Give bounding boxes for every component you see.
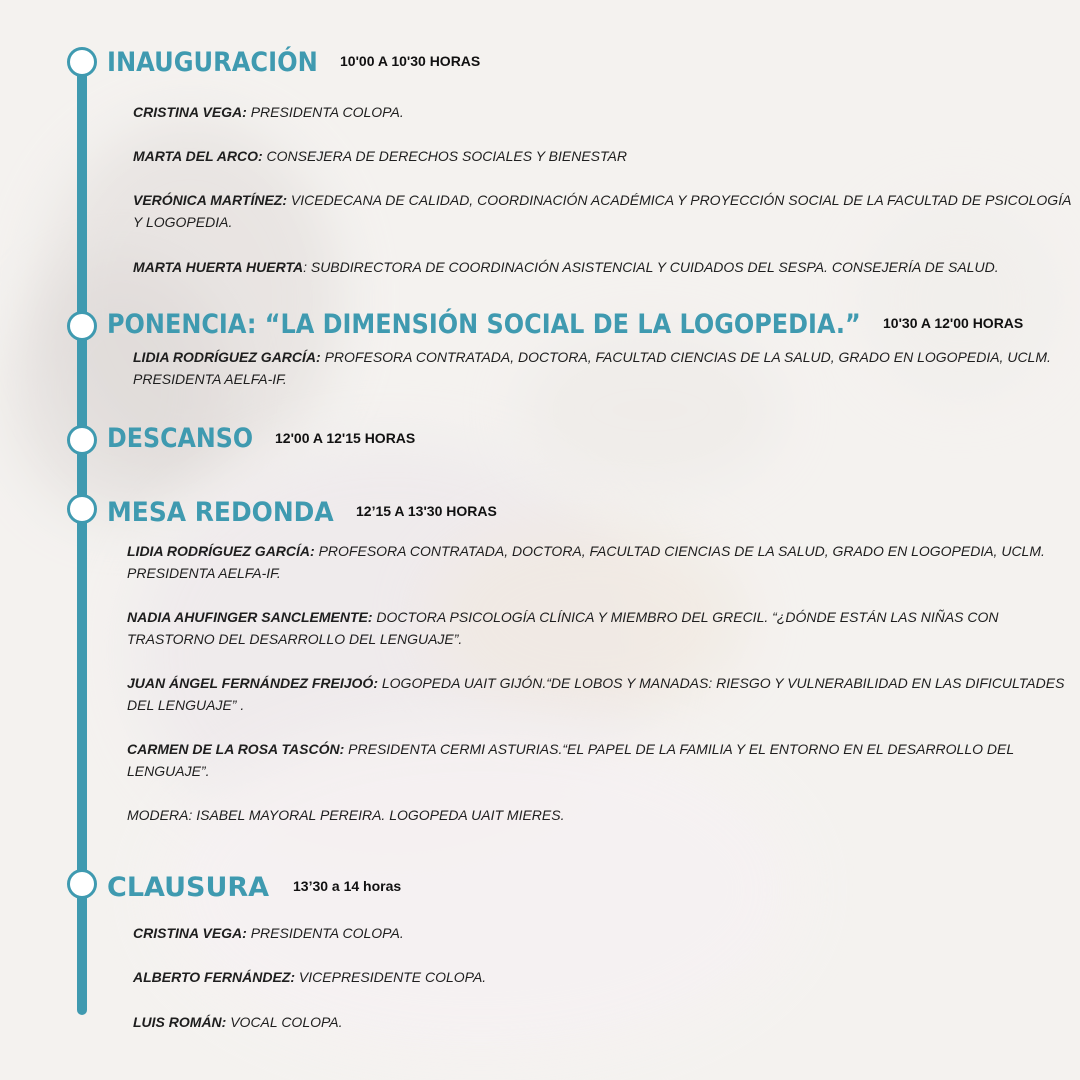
- section-title-descanso: DESCANSO: [107, 423, 254, 454]
- speaker-role: LOGOPEDA UAIT GIJÓN.“DE LOBOS Y MANADAS: RIESGO Y VULNERABILIDAD EN LAS DIFICULTADES DEL LENGUAJE” .: [127, 675, 1065, 713]
- list-item: [133, 922, 1073, 944]
- moderator-line: [127, 804, 1072, 826]
- moderator-text: MODERA: ISABEL MAYORAL PEREIRA. LOGOPEDA UAIT MIERES.: [127, 807, 565, 823]
- speaker-name: JUAN ÁNGEL FERNÁNDEZ FREIJOÓ:: [127, 675, 378, 691]
- timeline-node: [67, 311, 97, 341]
- section-time-descanso: 12'00 A 12'15 HORAS: [275, 430, 416, 446]
- section-time-ponencia: 10'30 A 12'00 HORAS: [883, 315, 1024, 331]
- speaker-role: DOCTORA PSICOLOGÍA CLÍNICA Y MIEMBRO DEL GRECIL. “¿DÓNDE ESTÁN LAS NIÑAS CON TRASTORNO DEL DESARROLLO DEL LENGUAJE”.: [127, 609, 999, 647]
- speaker-name: CRISTINA VEGA:: [133, 104, 247, 120]
- speaker-name: VERÓNICA MARTÍNEZ:: [133, 192, 287, 208]
- speaker-role: VICEPRESIDENTE COLOPA.: [295, 969, 487, 985]
- list-item: [127, 606, 1072, 650]
- speaker-name: LIDIA RODRÍGUEZ GARCÍA:: [133, 349, 321, 365]
- speaker-name: NADIA AHUFINGER SANCLEMENTE:: [127, 609, 373, 625]
- speaker-role: PROFESORA CONTRATADA, DOCTORA, FACULTAD CIENCIAS DE LA SALUD, GRADO EN LOGOPEDIA, UCLM. PRESIDENTA AELFA-IF.: [133, 349, 1051, 387]
- speaker-name: ALBERTO FERNÁNDEZ:: [133, 969, 296, 985]
- speaker-role: PRESIDENTA CERMI ASTURIAS.“EL PAPEL DE LA FAMILIA Y EL ENTORNO EN EL DESARROLLO DEL LENGUAJE”.: [127, 741, 1014, 779]
- list-item: [133, 1011, 1073, 1033]
- section-title-ponencia: PONENCIA: “LA DIMENSIÓN SOCIAL DE LA LOGOPEDIA.”: [107, 309, 861, 340]
- timeline-node: [67, 47, 97, 77]
- list-item: [127, 738, 1072, 782]
- section-time-clausura: 13’30 a 14 horas: [293, 878, 402, 894]
- list-item: [127, 540, 1072, 584]
- list-item: [133, 346, 1073, 390]
- section-time-mesa-redonda: 12’15 A 13'30 HORAS: [356, 503, 497, 519]
- speaker-name: LUIS ROMÁN:: [133, 1014, 227, 1030]
- section-title-mesa-redonda: MESA REDONDA: [107, 497, 334, 528]
- section-title-clausura: CLAUSURA: [107, 872, 270, 903]
- speaker-role: VOCAL COLOPA.: [226, 1014, 343, 1030]
- speaker-role: CONSEJERA DE DERECHOS SOCIALES Y BIENESTAR: [262, 148, 627, 164]
- timeline-node: [67, 869, 97, 899]
- list-item: [133, 101, 1073, 123]
- list-item: [133, 145, 1073, 167]
- list-item: [133, 256, 1073, 278]
- speaker-role: PRESIDENTA COLOPA.: [246, 925, 404, 941]
- section-time-inauguracion: 10'00 A 10'30 HORAS: [340, 53, 481, 69]
- speaker-name: LIDIA RODRÍGUEZ GARCÍA:: [127, 543, 315, 559]
- list-item: [133, 189, 1078, 233]
- timeline-node: [67, 425, 97, 455]
- speaker-name: MARTA HUERTA HUERTA: [133, 259, 304, 275]
- list-item: [127, 672, 1072, 716]
- timeline-node: [67, 494, 97, 524]
- speaker-role: VICEDECANA DE CALIDAD, COORDINACIÓN ACADÉMICA Y PROYECCIÓN SOCIAL DE LA FACULTAD DE PSICOLOGÍA Y LOGOPEDIA.: [133, 192, 1071, 230]
- section-title-inauguracion: INAUGURACIÓN: [107, 47, 318, 78]
- speaker-name: MARTA DEL ARCO:: [133, 148, 263, 164]
- speaker-role: PROFESORA CONTRATADA, DOCTORA, FACULTAD CIENCIAS DE LA SALUD, GRADO EN LOGOPEDIA, UCLM. PRESIDENTA AELFA-IF.: [127, 543, 1045, 581]
- speaker-name: CARMEN DE LA ROSA TASCÓN:: [127, 741, 345, 757]
- speaker-role: : SUBDIRECTORA DE COORDINACIÓN ASISTENCIAL Y CUIDADOS DEL SESPA. CONSEJERÍA DE SALUD.: [303, 259, 999, 275]
- speaker-role: PRESIDENTA COLOPA.: [246, 104, 404, 120]
- speaker-name: CRISTINA VEGA:: [133, 925, 247, 941]
- list-item: [133, 966, 1073, 988]
